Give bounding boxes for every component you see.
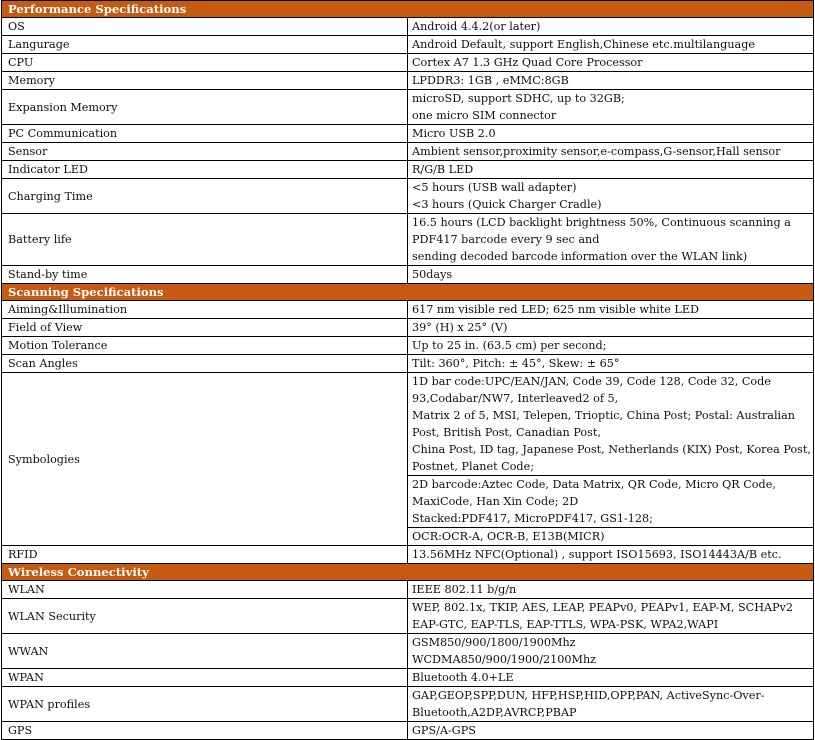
- spec-label: RFID: [2, 546, 408, 564]
- spec-row: [2, 266, 814, 284]
- spec-value: [408, 319, 814, 337]
- spec-row: [2, 179, 814, 214]
- spec-value-line: Android Default, support English,Chinese etc.multilanguage: [412, 38, 755, 51]
- section-header-row: [2, 1, 814, 18]
- spec-row: [2, 143, 814, 161]
- spec-label: Charging Time: [2, 179, 408, 214]
- section-header-row: [2, 284, 814, 301]
- spec-value: [408, 373, 814, 476]
- spec-value-line: GSM850/900/1800/1900Mhz: [412, 636, 576, 649]
- spec-label: Symbologies: [2, 373, 408, 546]
- spec-label: Scan Angles: [2, 355, 408, 373]
- spec-value-line: WCDMA850/900/1900/2100Mhz: [412, 653, 597, 666]
- spec-value: [408, 476, 814, 528]
- spec-value: [408, 337, 814, 355]
- spec-value: [408, 722, 814, 740]
- spec-row: [2, 301, 814, 319]
- spec-label: Memory: [2, 72, 408, 90]
- spec-value-line: one micro SIM connector: [412, 109, 557, 122]
- spec-value: [408, 634, 814, 669]
- spec-value: [408, 36, 814, 54]
- spec-label: WPAN profiles: [2, 687, 408, 722]
- spec-value-line: Matrix 2 of 5, MSI, Telepen, Trioptic, China Post; Postal: Australian Post, British Post, Canadian Post,: [412, 409, 795, 439]
- spec-value-line: R/G/B LED: [412, 163, 474, 176]
- spec-value: [408, 528, 814, 546]
- spec-value-line: Stacked:PDF417, MicroPDF417, GS1-128;: [412, 512, 653, 525]
- spec-value: [408, 599, 814, 634]
- spec-value: [408, 90, 814, 125]
- spec-value-line: Bluetooth 4.0+LE: [412, 671, 514, 684]
- spec-label: WWAN: [2, 634, 408, 669]
- spec-label: Langurage: [2, 36, 408, 54]
- spec-label: Sensor: [2, 143, 408, 161]
- spec-value: [408, 214, 814, 266]
- spec-value-line: Up to 25 in. (63.5 cm) per second;: [412, 339, 607, 352]
- spec-label: Battery life: [2, 214, 408, 266]
- spec-row: [2, 355, 814, 373]
- spec-label: Aiming&Illumination: [2, 301, 408, 319]
- spec-value-line: LPDDR3: 1GB , eMMC:8GB: [412, 74, 569, 87]
- spec-value-line: Ambient sensor,proximity sensor,e-compass,G-sensor,Hall sensor: [412, 145, 781, 158]
- spec-value-line: Tilt: 360°, Pitch: ± 45°, Skew: ± 65°: [412, 357, 620, 370]
- spec-value-line: IEEE 802.11 b/g/n: [412, 583, 517, 596]
- spec-value-line: <3 hours (Quick Charger Cradle): [412, 198, 602, 211]
- spec-row: [2, 90, 814, 125]
- spec-value-line: Cortex A7 1.3 GHz Quad Core Processor: [412, 56, 643, 69]
- spec-label: Stand-by time: [2, 266, 408, 284]
- spec-value-line: 13.56MHz NFC(Optional) , support ISO15693, ISO14443A/B etc.: [412, 548, 782, 561]
- section-title: Scanning Specifications: [2, 284, 814, 301]
- spec-value-line: 617 nm visible red LED; 625 nm visible white LED: [412, 303, 700, 316]
- spec-row: [2, 722, 814, 740]
- spec-value: [408, 355, 814, 373]
- spec-label: Indicator LED: [2, 161, 408, 179]
- spec-value-line: microSD, support SDHC, up to 32GB;: [412, 92, 625, 105]
- spec-row: [2, 634, 814, 669]
- spec-label: WLAN Security: [2, 599, 408, 634]
- spec-row: [2, 687, 814, 722]
- spec-value-line: sending decoded barcode information over the WLAN link): [412, 250, 748, 263]
- spec-value: [408, 179, 814, 214]
- spec-value-line: 39° (H) x 25° (V): [412, 321, 508, 334]
- spec-value-line: Micro USB 2.0: [412, 127, 496, 140]
- spec-row: [2, 373, 814, 476]
- spec-label: Expansion Memory: [2, 90, 408, 125]
- spec-value-line: 1D bar code:UPC/EAN/JAN, Code 39, Code 128, Code 32, Code 93,Codabar/NW7, Interleaved2 of 5,: [412, 375, 771, 405]
- section-header-row: [2, 564, 814, 581]
- spec-row: [2, 337, 814, 355]
- spec-row: [2, 546, 814, 564]
- spec-row: [2, 319, 814, 337]
- spec-value: [408, 54, 814, 72]
- spec-value: [408, 143, 814, 161]
- spec-value: [408, 546, 814, 564]
- spec-label: PC Communication: [2, 125, 408, 143]
- spec-row: [2, 18, 814, 36]
- spec-value-line: EAP-GTC, EAP-TLS, EAP-TTLS, WPA-PSK, WPA2,WAPI: [412, 618, 719, 631]
- spec-value: [408, 581, 814, 599]
- spec-value: [408, 18, 814, 36]
- section-title: Wireless Connectivity: [2, 564, 814, 581]
- spec-row: [2, 161, 814, 179]
- spec-value: [408, 687, 814, 722]
- spec-row: [2, 125, 814, 143]
- spec-row: [2, 72, 814, 90]
- spec-value-line: China Post, ID tag, Japanese Post, Netherlands (KIX) Post, Korea Post, Postnet, Planet Code;: [412, 443, 811, 473]
- spec-value-line: WEP, 802.1x, TKIP, AES, LEAP, PEAPv0, PEAPv1, EAP-M, SCHAPv2: [412, 601, 793, 614]
- spec-value-line: 50days: [412, 268, 453, 281]
- spec-row: [2, 599, 814, 634]
- spec-value: [408, 669, 814, 687]
- spec-row: [2, 54, 814, 72]
- spec-value: [408, 125, 814, 143]
- spec-value: [408, 301, 814, 319]
- spec-label: OS: [2, 18, 408, 36]
- specifications-table: [1, 0, 814, 740]
- spec-label: Motion Tolerance: [2, 337, 408, 355]
- spec-row: [2, 669, 814, 687]
- spec-value-line: 16.5 hours (LCD backlight brightness 50%, Continuous scanning a PDF417 barcode every 9 sec and: [412, 216, 791, 246]
- spec-label: CPU: [2, 54, 408, 72]
- spec-row: [2, 36, 814, 54]
- spec-row: [2, 581, 814, 599]
- spec-label: GPS: [2, 722, 408, 740]
- section-title: Performance Specifications: [2, 1, 814, 18]
- spec-value: [408, 161, 814, 179]
- spec-value-line: 2D barcode:Aztec Code, Data Matrix, QR Code, Micro QR Code, MaxiCode, Han Xin Code; 2D: [412, 478, 776, 508]
- spec-row: [2, 214, 814, 266]
- spec-value: [408, 72, 814, 90]
- spec-value: [408, 266, 814, 284]
- specifications-table-body: [2, 1, 814, 740]
- spec-label: WPAN: [2, 669, 408, 687]
- spec-label: Field of View: [2, 319, 408, 337]
- spec-value-line: GAP,GEOP,SPP,DUN, HFP,HSP,HID,OPP,PAN, ActiveSync-Over-Bluetooth,A2DP,AVRCP,PBAP: [412, 689, 765, 719]
- spec-label: WLAN: [2, 581, 408, 599]
- spec-value-line: OCR:OCR-A, OCR-B, E13B(MICR): [412, 530, 605, 543]
- spec-value-line: <5 hours (USB wall adapter): [412, 181, 577, 194]
- spec-value-line: Android 4.4.2(or later): [412, 20, 541, 33]
- spec-value-line: GPS/A-GPS: [412, 724, 476, 737]
